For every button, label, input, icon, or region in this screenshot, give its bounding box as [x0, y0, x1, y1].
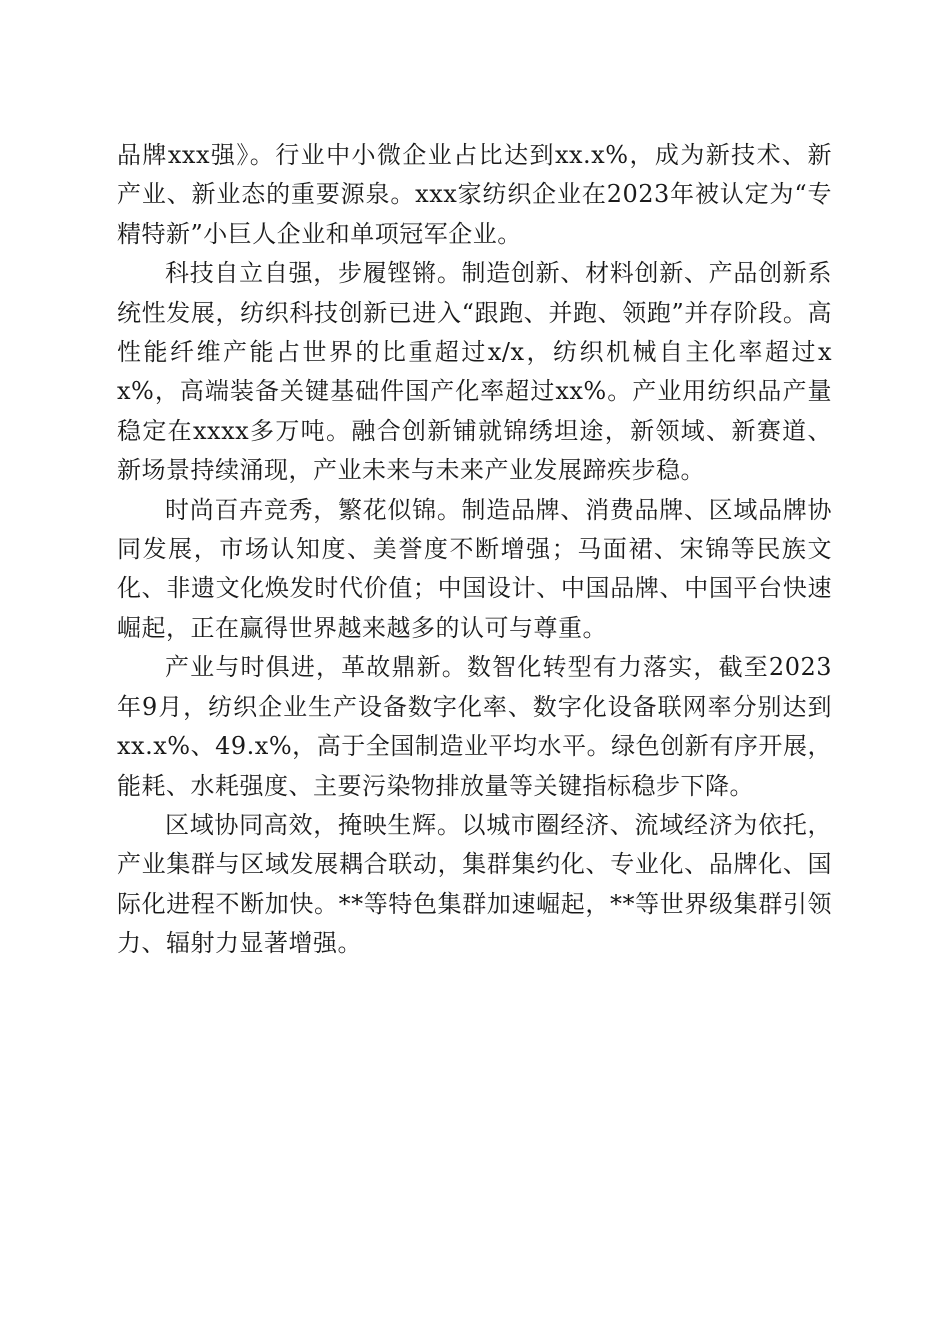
paragraph-fashion: 时尚百卉竞秀，繁花似锦。制造品牌、消费品牌、区域品牌协同发展，市场认知度、美誉度不断增强；马面裙、宋锦等民族文化、非遗文化焕发时代价值；中国设计、中国品牌、中国平台快速崛起，正在赢得世界越来越多的认可与尊重。: [117, 495, 832, 642]
paragraph-regional: 区域协同高效，掩映生辉。以城市圈经济、流域经济为依托，产业集群与区域发展耦合联动，集群集约化、专业化、品牌化、国际化进程不断加快。**等特色集群加速崛起，**等世界级集群引领力、辐射力显著增强。: [117, 810, 832, 958]
paragraph-industry: 产业与时俱进，革故鼎新。数智化转型有力落实，截至2023年9月，纺织企业生产设备数字化率、数字化设备联网率分别达到xx.x%、49.x%，高于全国制造业平均水平。绿色创新有序开展，能耗、水耗强度、主要污染物排放量等关键指标稳步下降。: [117, 653, 832, 800]
paragraph-continuation: 品牌xxx强》。行业中小微企业占比达到xx.x%，成为新技术、新产业、新业态的重要源泉。xxx家纺织企业在2023年被认定为“专精特新”小巨人企业和单项冠军企业。: [117, 141, 832, 248]
document-body: [117, 136, 832, 964]
paragraph-technology: 科技自立自强，步履铿锵。制造创新、材料创新、产品创新系统性发展，纺织科技创新已进入“跟跑、并跑、领跑”并存阶段。高性能纤维产能占世界的比重超过x/x，纺织机械自主化率超过xx%，高端装备关键基础件国产化率超过xx%。产业用纺织品产量稳定在xxxx多万吨。融合创新铺就锦绣坦途，新领域、新赛道、新场景持续涌现，产业未来与未来产业发展蹄疾步稳。: [117, 259, 832, 485]
